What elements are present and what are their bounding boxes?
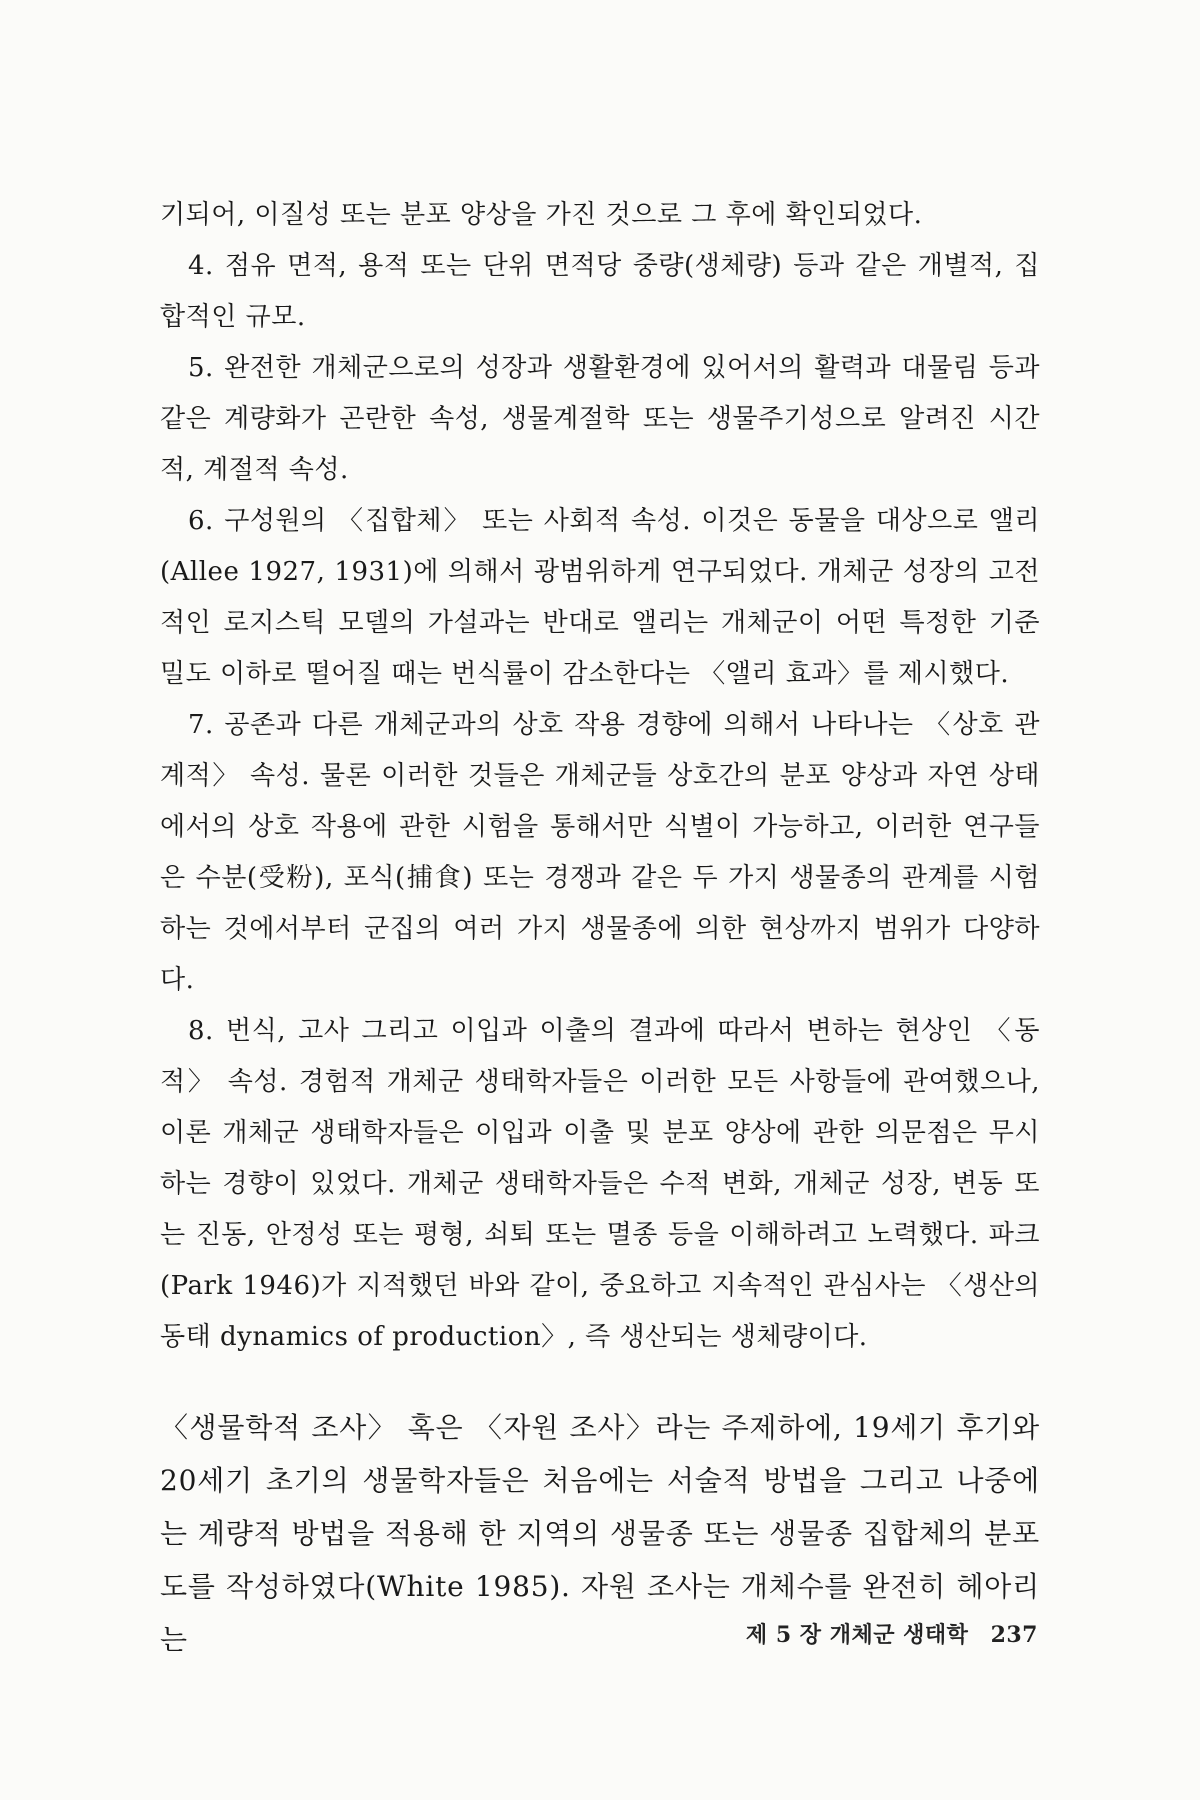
page-number: 237 [990, 1622, 1038, 1648]
list-item-5: 5. 완전한 개체군으로의 성장과 생활환경에 있어서의 활력과 대물림 등과 같은 계량화가 곤란한 속성, 생물계절학 또는 생물주기성으로 알려진 시간적, 계절적 속성. [160, 353, 1040, 485]
paragraph-continuation: 기되어, 이질성 또는 분포 양상을 가진 것으로 그 후에 확인되었다. [160, 200, 923, 230]
page-footer [746, 1618, 1038, 1649]
section-spacer [160, 1363, 1040, 1401]
list-item-7: 7. 공존과 다른 개체군과의 상호 작용 경향에 의해서 나타나는 〈상호 관계적〉 속성. 물론 이러한 것들은 개체군들 상호간의 분포 양상과 자연 상태에서의 상호 작용에 관한 시험을 통해서만 식별이 가능하고, 이러한 연구들은 수분(受粉), 포식(捕食) 또는 경쟁과 같은 두 가지 생물종의 관계를 시험하는 것에서부터 군집의 여러 가지 생물종에 의한 현상까지 범위가 다양하다. [160, 710, 1040, 995]
body-paragraph: 〈생물학적 조사〉 혹은 〈자원 조사〉라는 주제하에, 19세기 후기와 20세기 초기의 생물학자들은 처음에는 서술적 방법을 그리고 나중에는 계량적 방법을 적용해 한 지역의 생물종 또는 생물종 집합체의 분포도를 작성하였다(White 1985). 자원 조사는 개체수를 완전히 헤아리는 [160, 1411, 1040, 1656]
list-item-4: 4. 점유 면적, 용적 또는 단위 면적당 중량(생체량) 등과 같은 개별적, 집합적인 규모. [160, 251, 1040, 332]
list-item-6: 6. 구성원의 〈집합체〉 또는 사회적 속성. 이것은 동물을 대상으로 앨리(Allee 1927, 1931)에 의해서 광범위하게 연구되었다. 개체군 성장의 고전적인 로지스틱 모델의 가설과는 반대로 앨리는 개체군이 어떤 특정한 기준 밀도 이하로 떨어질 때는 번식률이 감소한다는 〈앨리 효과〉를 제시했다. [160, 506, 1040, 689]
chapter-title: 제 5 장 개체군 생태학 [745, 1622, 969, 1648]
page-body [160, 190, 1040, 1666]
list-item-8: 8. 번식, 고사 그리고 이입과 이출의 결과에 따라서 변하는 현상인 〈동적〉 속성. 경험적 개체군 생태학자들은 이러한 모든 사항들에 관여했으나, 이론 개체군 생태학자들은 이입과 이출 및 분포 양상에 관한 의문점은 무시하는 경향이 있었다. 개체군 생태학자들은 수적 변화, 개체군 성장, 변동 또는 진동, 안정성 또는 평형, 쇠퇴 또는 멸종 등을 이해하려고 노력했다. 파크(Park 1946)가 지적했던 바와 같이, 중요하고 지속적인 관심사는 〈생산의 동태 dynamics of production〉, 즉 생산되는 생체량이다. [160, 1016, 1040, 1352]
